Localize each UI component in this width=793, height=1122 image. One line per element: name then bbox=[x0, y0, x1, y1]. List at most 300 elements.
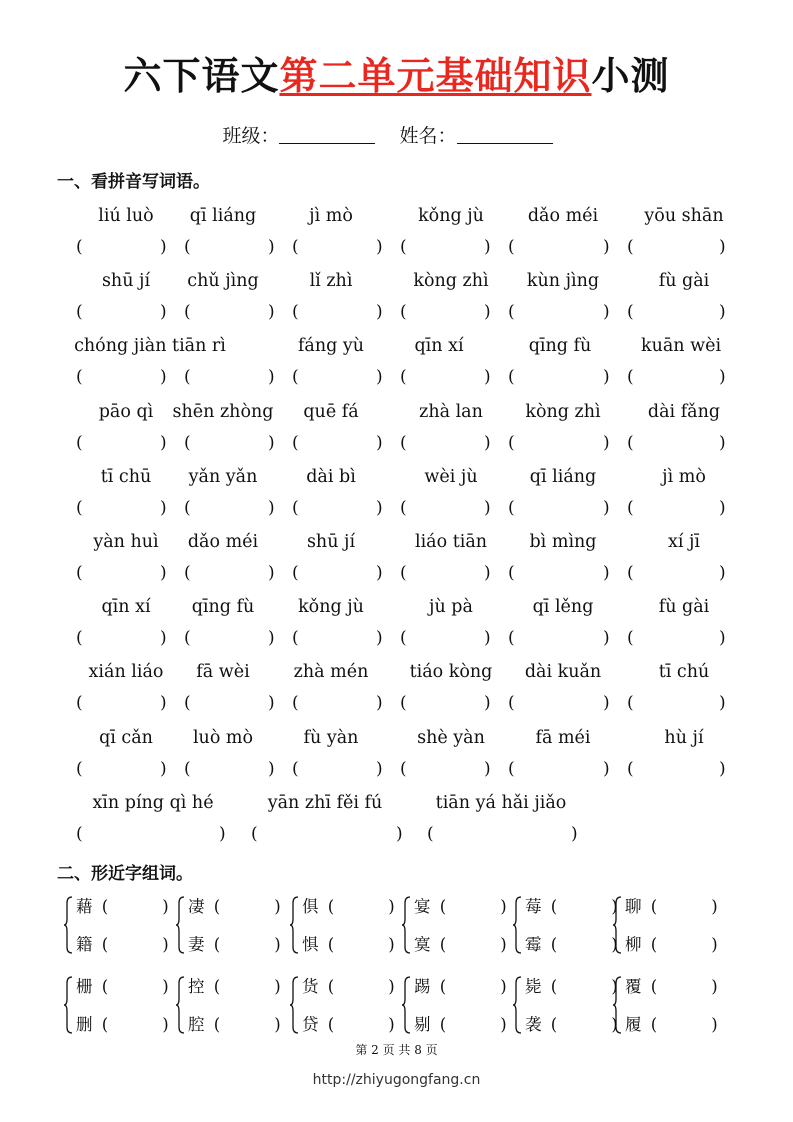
answer-paren-close: ) bbox=[603, 628, 610, 649]
pinyin-prompt: bì mìng bbox=[529, 532, 597, 552]
student-info bbox=[0, 122, 793, 150]
answer-paren-open: ( bbox=[400, 758, 407, 779]
pinyin-prompt: qīng fù bbox=[191, 597, 255, 618]
answer-blank[interactable] bbox=[408, 562, 482, 584]
paren-open: ( bbox=[645, 977, 658, 996]
paren-open: ( bbox=[208, 935, 221, 954]
answer-paren-open: ( bbox=[508, 237, 515, 257]
answer-paren-close: ) bbox=[484, 432, 491, 453]
answer-blank[interactable] bbox=[84, 562, 158, 584]
similar-char: 腔 bbox=[188, 1015, 205, 1034]
answer-blank[interactable] bbox=[408, 497, 482, 519]
class-blank[interactable] bbox=[279, 125, 375, 144]
answer-paren-open: ( bbox=[400, 563, 407, 583]
answer-blank[interactable] bbox=[516, 236, 601, 258]
char-pair-group bbox=[613, 895, 723, 957]
similar-char: 删 bbox=[76, 1015, 93, 1034]
answer-blank[interactable] bbox=[300, 627, 374, 649]
answer-paren-close: ) bbox=[160, 497, 167, 518]
paren-open: ( bbox=[96, 977, 109, 996]
paren-close: ) bbox=[162, 1015, 169, 1034]
paren-close: ) bbox=[711, 1015, 718, 1034]
similar-char: 贷 bbox=[302, 1015, 319, 1034]
answer-paren-open: ( bbox=[508, 302, 515, 323]
pinyin-prompt: shēn zhòng bbox=[172, 401, 274, 422]
answer-paren-open: ( bbox=[76, 758, 83, 779]
answer-paren-close: ) bbox=[160, 758, 167, 779]
answer-paren-open: ( bbox=[400, 497, 407, 518]
answer-paren-close: ) bbox=[719, 693, 726, 714]
brace-icon bbox=[176, 895, 186, 955]
similar-char: 霉 bbox=[525, 935, 542, 954]
name-label: 姓名： bbox=[399, 125, 457, 147]
answer-paren-open: ( bbox=[184, 758, 191, 779]
paren-open: ( bbox=[96, 897, 109, 916]
answer-blank[interactable] bbox=[435, 823, 569, 845]
brace-icon bbox=[64, 975, 74, 1035]
answer-blank[interactable] bbox=[300, 562, 374, 584]
answer-paren-close: ) bbox=[160, 693, 167, 714]
pinyin-prompt: fā méi bbox=[535, 727, 591, 748]
pinyin-prompt: shū jí bbox=[306, 532, 356, 552]
answer-paren-close: ) bbox=[268, 432, 275, 453]
answer-paren-open: ( bbox=[184, 237, 191, 257]
pinyin-prompt: qī lěng bbox=[532, 597, 594, 618]
name-blank[interactable] bbox=[457, 125, 553, 144]
pinyin-prompt: xián liáo bbox=[88, 662, 164, 683]
similar-char: 宴 bbox=[414, 897, 431, 916]
char-pair-item bbox=[76, 976, 169, 998]
similar-char: 履 bbox=[625, 1015, 642, 1034]
answer-paren-close: ) bbox=[268, 302, 275, 323]
answer-blank[interactable] bbox=[635, 758, 717, 780]
similar-char: 控 bbox=[188, 977, 205, 996]
pinyin-prompt: quē fá bbox=[303, 401, 359, 422]
title-part1: 六下语文 bbox=[123, 54, 280, 98]
answer-paren-open: ( bbox=[627, 237, 634, 257]
paren-open: ( bbox=[434, 897, 447, 916]
pinyin-prompt: liú luò bbox=[98, 206, 154, 226]
answer-blank[interactable] bbox=[192, 758, 266, 780]
answer-blank[interactable] bbox=[300, 497, 374, 519]
pinyin-prompt: kǒng jù bbox=[418, 206, 484, 226]
brace-icon bbox=[290, 895, 300, 955]
char-pair-item bbox=[414, 1014, 507, 1036]
answer-paren-close: ) bbox=[376, 563, 383, 583]
char-pair-group bbox=[613, 975, 723, 1037]
answer-paren-close: ) bbox=[268, 497, 275, 518]
similar-char: 妻 bbox=[188, 935, 205, 954]
answer-blank[interactable] bbox=[192, 692, 266, 714]
answer-blank[interactable] bbox=[300, 692, 374, 714]
title-highlight: 第二单元基础知识 bbox=[279, 54, 592, 98]
paren-open: ( bbox=[645, 935, 658, 954]
answer-blank[interactable] bbox=[635, 627, 717, 649]
answer-paren-open: ( bbox=[508, 367, 515, 388]
char-pair-item bbox=[414, 896, 507, 918]
page-number: 第 2 页 共 8 页 bbox=[355, 1043, 438, 1057]
answer-blank[interactable] bbox=[300, 758, 374, 780]
pinyin-prompt: shè yàn bbox=[417, 727, 485, 748]
similar-char: 籍 bbox=[76, 935, 93, 954]
paren-open: ( bbox=[545, 977, 558, 996]
answer-blank[interactable] bbox=[259, 823, 394, 845]
char-pair-group bbox=[176, 895, 286, 957]
answer-paren-open: ( bbox=[427, 823, 434, 844]
pinyin-prompt: qī liáng bbox=[189, 206, 257, 226]
char-pair-item bbox=[302, 976, 395, 998]
answer-blank[interactable] bbox=[516, 301, 601, 323]
answer-paren-open: ( bbox=[292, 563, 299, 583]
answer-paren-close: ) bbox=[484, 563, 491, 583]
paren-close: ) bbox=[711, 897, 718, 916]
char-pair-item bbox=[525, 976, 618, 998]
paren-close: ) bbox=[500, 897, 507, 916]
answer-blank[interactable] bbox=[84, 497, 158, 519]
pinyin-prompt: kuān wèi bbox=[640, 336, 722, 357]
answer-paren-close: ) bbox=[396, 823, 403, 844]
pinyin-prompt: kùn jìng bbox=[526, 271, 600, 292]
pinyin-prompt: yǎn yǎn bbox=[188, 466, 258, 487]
answer-paren-open: ( bbox=[76, 823, 83, 844]
pinyin-prompt: jì mò bbox=[662, 466, 706, 487]
answer-paren-close: ) bbox=[484, 758, 491, 779]
paren-close: ) bbox=[711, 977, 718, 996]
answer-paren-open: ( bbox=[627, 758, 634, 779]
pinyin-prompt: tiáo kòng bbox=[409, 662, 493, 683]
brace-icon bbox=[402, 975, 412, 1035]
answer-blank[interactable] bbox=[408, 432, 482, 454]
answer-paren-open: ( bbox=[76, 693, 83, 714]
answer-paren-close: ) bbox=[603, 432, 610, 453]
answer-paren-open: ( bbox=[627, 563, 634, 583]
answer-blank[interactable] bbox=[408, 236, 482, 258]
pinyin-prompt: fù gài bbox=[658, 271, 710, 292]
answer-paren-close: ) bbox=[376, 628, 383, 649]
brace-icon bbox=[513, 975, 523, 1035]
pinyin-prompt: tiān yá hǎi jiǎo bbox=[435, 792, 567, 813]
answer-paren-open: ( bbox=[76, 563, 83, 583]
char-pair-group bbox=[290, 895, 400, 957]
answer-blank[interactable] bbox=[192, 432, 266, 454]
char-pair-item bbox=[625, 976, 718, 998]
answer-blank[interactable] bbox=[84, 823, 217, 845]
answer-blank[interactable] bbox=[408, 627, 482, 649]
answer-blank[interactable] bbox=[516, 758, 601, 780]
answer-blank[interactable] bbox=[635, 366, 717, 388]
char-pair-group bbox=[64, 895, 174, 957]
similar-char: 柳 bbox=[625, 935, 642, 954]
answer-paren-close: ) bbox=[376, 237, 383, 257]
pinyin-prompt: fù gài bbox=[658, 597, 710, 618]
answer-blank[interactable] bbox=[516, 627, 601, 649]
answer-blank[interactable] bbox=[84, 432, 158, 454]
pinyin-prompt: dǎo méi bbox=[527, 206, 599, 226]
paren-open: ( bbox=[645, 897, 658, 916]
answer-paren-close: ) bbox=[719, 563, 726, 583]
answer-paren-open: ( bbox=[292, 628, 299, 649]
answer-paren-close: ) bbox=[719, 432, 726, 453]
paren-close: ) bbox=[388, 897, 395, 916]
answer-paren-close: ) bbox=[603, 563, 610, 583]
pinyin-prompt: dài kuǎn bbox=[524, 662, 602, 683]
answer-blank[interactable] bbox=[635, 432, 717, 454]
answer-paren-close: ) bbox=[719, 302, 726, 323]
answer-paren-open: ( bbox=[292, 497, 299, 518]
pinyin-prompt: pāo qì bbox=[98, 401, 154, 422]
answer-paren-open: ( bbox=[508, 563, 515, 583]
answer-paren-open: ( bbox=[627, 693, 634, 714]
answer-paren-close: ) bbox=[376, 432, 383, 453]
answer-paren-open: ( bbox=[627, 367, 634, 388]
answer-blank[interactable] bbox=[84, 366, 158, 388]
similar-char: 惧 bbox=[302, 935, 319, 954]
pinyin-prompt: lǐ zhì bbox=[309, 271, 353, 292]
pinyin-prompt: shū jí bbox=[101, 271, 151, 292]
paren-close: ) bbox=[388, 935, 395, 954]
answer-paren-close: ) bbox=[268, 758, 275, 779]
answer-paren-close: ) bbox=[603, 497, 610, 518]
paren-open: ( bbox=[322, 1015, 335, 1034]
answer-paren-open: ( bbox=[76, 628, 83, 649]
answer-paren-open: ( bbox=[508, 693, 515, 714]
class-label: 班级： bbox=[222, 125, 280, 147]
pinyin-prompt: yōu shān bbox=[644, 206, 724, 226]
pinyin-prompt: dǎo méi bbox=[187, 532, 259, 552]
char-pair-item bbox=[188, 1014, 281, 1036]
paren-close: ) bbox=[274, 977, 281, 996]
pinyin-prompt: qīn xí bbox=[414, 336, 464, 357]
pinyin-prompt: kòng zhì bbox=[413, 271, 489, 292]
similar-char: 剔 bbox=[414, 1015, 431, 1034]
answer-paren-open: ( bbox=[400, 693, 407, 714]
answer-paren-open: ( bbox=[76, 432, 83, 453]
answer-blank[interactable] bbox=[516, 692, 601, 714]
answer-blank[interactable] bbox=[192, 301, 266, 323]
answer-blank[interactable] bbox=[84, 692, 158, 714]
paren-open: ( bbox=[434, 935, 447, 954]
answer-blank[interactable] bbox=[635, 562, 717, 584]
answer-blank[interactable] bbox=[192, 497, 266, 519]
answer-paren-close: ) bbox=[484, 302, 491, 323]
paren-close: ) bbox=[500, 977, 507, 996]
similar-char: 毙 bbox=[525, 977, 542, 996]
answer-paren-open: ( bbox=[508, 758, 515, 779]
char-pair-item bbox=[188, 896, 281, 918]
paren-close: ) bbox=[388, 1015, 395, 1034]
paren-open: ( bbox=[208, 1015, 221, 1034]
answer-paren-close: ) bbox=[484, 367, 491, 388]
answer-paren-close: ) bbox=[376, 693, 383, 714]
paren-close: ) bbox=[388, 977, 395, 996]
answer-blank[interactable] bbox=[192, 562, 266, 584]
pinyin-prompt: hù jí bbox=[664, 727, 704, 748]
answer-paren-close: ) bbox=[160, 302, 167, 323]
paren-close: ) bbox=[274, 935, 281, 954]
answer-blank[interactable] bbox=[300, 236, 374, 258]
char-pair-item bbox=[625, 1014, 718, 1036]
paren-close: ) bbox=[611, 935, 618, 954]
answer-paren-close: ) bbox=[603, 758, 610, 779]
source-url[interactable]: http://zhiyugongfang.cn bbox=[312, 1072, 481, 1088]
answer-blank[interactable] bbox=[635, 236, 717, 258]
page-title bbox=[0, 52, 793, 100]
answer-paren-open: ( bbox=[508, 497, 515, 518]
pinyin-prompt: kòng zhì bbox=[525, 401, 601, 422]
paren-close: ) bbox=[274, 1015, 281, 1034]
answer-paren-open: ( bbox=[184, 302, 191, 323]
paren-close: ) bbox=[711, 935, 718, 954]
answer-paren-open: ( bbox=[292, 367, 299, 388]
answer-paren-open: ( bbox=[76, 497, 83, 518]
char-pair-item bbox=[302, 896, 395, 918]
paren-close: ) bbox=[500, 1015, 507, 1034]
answer-paren-open: ( bbox=[184, 497, 191, 518]
char-pair-item bbox=[525, 934, 618, 956]
section1-heading: 一、看拼音写词语。 bbox=[57, 172, 210, 192]
answer-blank[interactable] bbox=[635, 497, 717, 519]
char-pair-group bbox=[176, 975, 286, 1037]
answer-paren-open: ( bbox=[627, 497, 634, 518]
paren-open: ( bbox=[208, 977, 221, 996]
pinyin-prompt: dài bì bbox=[306, 466, 356, 487]
answer-blank[interactable] bbox=[408, 692, 482, 714]
answer-paren-open: ( bbox=[184, 693, 191, 714]
pinyin-prompt: fù yàn bbox=[303, 727, 359, 748]
pinyin-prompt: luò mò bbox=[192, 727, 254, 748]
answer-blank[interactable] bbox=[300, 366, 374, 388]
char-pair-item bbox=[188, 976, 281, 998]
answer-paren-close: ) bbox=[484, 628, 491, 649]
answer-paren-close: ) bbox=[719, 628, 726, 649]
pinyin-prompt: jù pà bbox=[429, 597, 473, 618]
pinyin-prompt: chóng jiàn tiān rì bbox=[74, 336, 226, 357]
answer-blank[interactable] bbox=[192, 236, 266, 258]
answer-paren-open: ( bbox=[400, 302, 407, 323]
section2-heading: 二、形近字组词。 bbox=[57, 864, 193, 884]
paren-open: ( bbox=[322, 935, 335, 954]
similar-char: 寞 bbox=[414, 935, 431, 954]
paren-open: ( bbox=[545, 935, 558, 954]
pinyin-prompt: zhà mén bbox=[293, 662, 369, 683]
answer-paren-close: ) bbox=[376, 367, 383, 388]
answer-blank[interactable] bbox=[516, 432, 601, 454]
char-pair-group bbox=[402, 975, 512, 1037]
answer-blank[interactable] bbox=[84, 236, 158, 258]
answer-blank[interactable] bbox=[516, 497, 601, 519]
pinyin-prompt: jì mò bbox=[309, 206, 353, 226]
answer-paren-close: ) bbox=[268, 367, 275, 388]
answer-blank[interactable] bbox=[516, 562, 601, 584]
answer-paren-close: ) bbox=[571, 823, 578, 844]
answer-blank[interactable] bbox=[408, 758, 482, 780]
answer-paren-close: ) bbox=[160, 628, 167, 649]
paren-open: ( bbox=[545, 897, 558, 916]
answer-paren-open: ( bbox=[627, 432, 634, 453]
char-pair-item bbox=[76, 1014, 169, 1036]
answer-paren-open: ( bbox=[400, 628, 407, 649]
pinyin-prompt: tī chū bbox=[100, 466, 152, 487]
answer-blank[interactable] bbox=[84, 627, 158, 649]
answer-paren-close: ) bbox=[484, 497, 491, 518]
answer-blank[interactable] bbox=[300, 432, 374, 454]
answer-blank[interactable] bbox=[635, 692, 717, 714]
similar-char: 覆 bbox=[625, 977, 642, 996]
paren-open: ( bbox=[645, 1015, 658, 1034]
char-pair-item bbox=[188, 934, 281, 956]
answer-paren-open: ( bbox=[292, 237, 299, 257]
similar-char: 俱 bbox=[302, 897, 319, 916]
answer-blank[interactable] bbox=[408, 366, 482, 388]
pinyin-prompt: chǔ jìng bbox=[187, 271, 259, 292]
answer-paren-close: ) bbox=[268, 563, 275, 583]
pinyin-prompt: liáo tiān bbox=[414, 532, 488, 552]
answer-paren-close: ) bbox=[376, 758, 383, 779]
answer-paren-close: ) bbox=[719, 367, 726, 388]
paren-open: ( bbox=[434, 1015, 447, 1034]
answer-paren-close: ) bbox=[160, 367, 167, 388]
answer-paren-close: ) bbox=[603, 693, 610, 714]
char-pair-item bbox=[414, 934, 507, 956]
answer-blank[interactable] bbox=[300, 301, 374, 323]
pinyin-prompt: wèi jù bbox=[424, 466, 478, 487]
answer-paren-close: ) bbox=[268, 237, 275, 257]
title-part2: 小测 bbox=[591, 54, 670, 98]
pinyin-prompt: yàn huì bbox=[93, 532, 159, 552]
pinyin-prompt: dài fǎng bbox=[647, 401, 721, 422]
pinyin-prompt: kǒng jù bbox=[298, 597, 364, 618]
paren-open: ( bbox=[434, 977, 447, 996]
char-pair-item bbox=[302, 934, 395, 956]
similar-char: 凄 bbox=[188, 897, 205, 916]
answer-blank[interactable] bbox=[84, 301, 158, 323]
paren-close: ) bbox=[162, 935, 169, 954]
answer-paren-open: ( bbox=[76, 237, 83, 257]
pinyin-prompt: zhà lan bbox=[419, 401, 483, 422]
pinyin-prompt: xí jī bbox=[667, 532, 701, 552]
paren-open: ( bbox=[208, 897, 221, 916]
answer-blank[interactable] bbox=[408, 301, 482, 323]
answer-paren-close: ) bbox=[160, 432, 167, 453]
brace-icon bbox=[176, 975, 186, 1035]
char-pair-item bbox=[76, 934, 169, 956]
brace-icon bbox=[513, 895, 523, 955]
similar-char: 货 bbox=[302, 977, 319, 996]
answer-blank[interactable] bbox=[84, 758, 158, 780]
pinyin-prompt: qīn xí bbox=[101, 597, 151, 618]
brace-icon bbox=[613, 975, 623, 1035]
similar-char: 袭 bbox=[525, 1015, 542, 1034]
char-pair-group bbox=[64, 975, 174, 1037]
answer-paren-open: ( bbox=[400, 367, 407, 388]
answer-blank[interactable] bbox=[635, 301, 717, 323]
pinyin-prompt: qī cǎn bbox=[99, 727, 153, 748]
answer-blank[interactable] bbox=[192, 627, 266, 649]
answer-blank[interactable] bbox=[192, 366, 266, 388]
paren-close: ) bbox=[162, 897, 169, 916]
answer-paren-close: ) bbox=[719, 497, 726, 518]
char-pair-group bbox=[402, 895, 512, 957]
paren-open: ( bbox=[96, 1015, 109, 1034]
similar-char: 藉 bbox=[76, 897, 93, 916]
answer-paren-close: ) bbox=[603, 302, 610, 323]
similar-char: 栅 bbox=[76, 977, 93, 996]
answer-blank[interactable] bbox=[516, 366, 601, 388]
answer-paren-close: ) bbox=[484, 237, 491, 257]
pinyin-prompt: fáng yù bbox=[297, 336, 365, 357]
answer-paren-open: ( bbox=[184, 628, 191, 649]
answer-paren-open: ( bbox=[184, 367, 191, 388]
